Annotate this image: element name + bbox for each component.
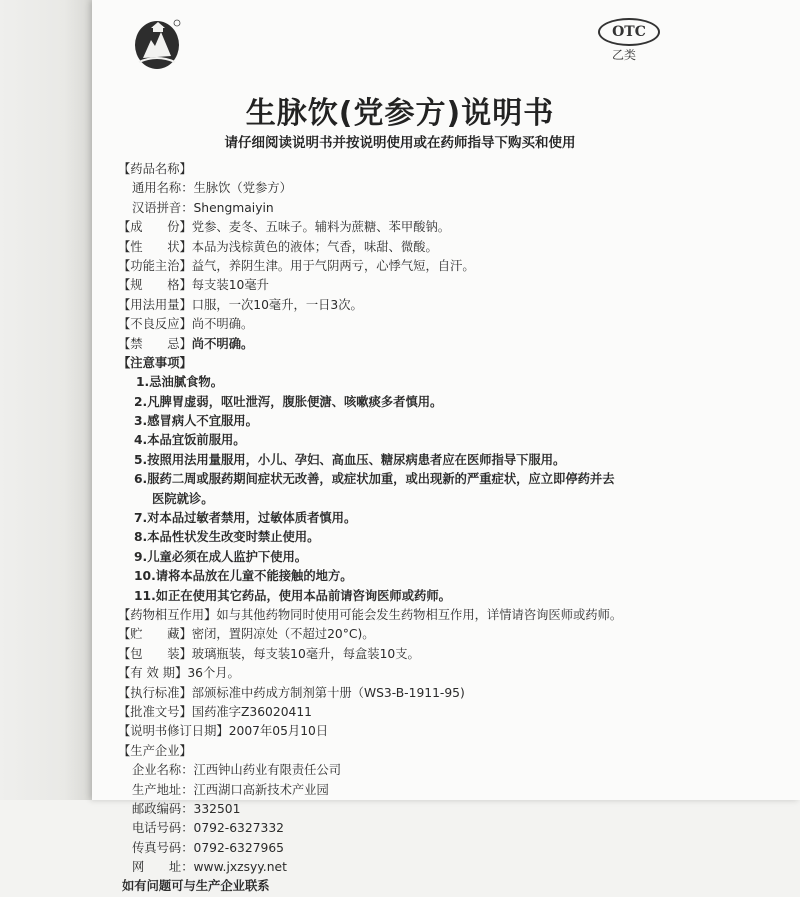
precaution-item: 11.如正在使用其它药品，使用本品前请咨询医师或药师。 [134, 588, 451, 603]
approval-label: 【批准文号】 [118, 704, 192, 719]
fax-row [118, 839, 718, 858]
appearance-row [118, 238, 718, 257]
revision-label: 【说明书修订日期】 [118, 724, 229, 739]
postcode-value: 332501 [193, 801, 241, 816]
indications-row [118, 257, 718, 276]
website-label: 网 址： [132, 860, 194, 875]
company-name-row [118, 761, 718, 780]
ingredients-label: 【成 份】 [118, 220, 192, 235]
interaction-row [118, 606, 718, 625]
approval-row [118, 703, 718, 722]
precautions-section: 【注意事项】 [118, 355, 192, 370]
adverse-label: 【不良反应】 [118, 317, 192, 332]
spec-label: 【规 格】 [118, 278, 192, 293]
interaction-value: 如与其他药物同时使用可能会发生药物相互作用，详情请咨询医师或药师。 [216, 607, 623, 622]
appearance-label: 【性 状】 [118, 239, 192, 254]
ingredients-value: 党参、麦冬、五味子。辅料为蔗糖、苯甲酸钠。 [191, 220, 451, 235]
company-name-label: 企业名称： [132, 763, 194, 778]
phone-label: 电话号码： [132, 821, 194, 836]
spec-value: 每支装10毫升 [191, 278, 269, 293]
interaction-label: 【药物相互作用】 [118, 607, 217, 622]
usage-row [118, 296, 718, 315]
address-label: 生产地址： [132, 782, 194, 797]
pinyin-row [118, 199, 718, 218]
precaution-item: 7.对本品过敏者禁用，过敏体质者慎用。 [134, 511, 357, 526]
phone-value: 0792-6327332 [193, 821, 284, 836]
spec-row [118, 276, 718, 295]
revision-row [118, 722, 718, 741]
precaution-item: 4.本品宜饭前服用。 [134, 433, 246, 448]
postcode-row [118, 800, 718, 819]
fax-value: 0792-6327965 [193, 840, 284, 855]
usage-value: 口服，一次10毫升，一日3次。 [191, 297, 363, 312]
revision-value: 2007年05月10日 [228, 724, 329, 739]
generic-name-row [118, 179, 718, 198]
precaution-item: 6.服药二周或服药期间症状无改善，或症状加重，或出现新的严重症状，应立即停药并去 [134, 472, 615, 487]
adverse-row [118, 315, 718, 334]
page-title: 生脉饮(党参方)说明书 [245, 96, 555, 131]
indications-label: 【功能主治】 [118, 258, 192, 273]
package-label: 【包 装】 [118, 646, 192, 661]
ingredients-row [118, 218, 718, 237]
package-value: 玻璃瓶装，每支装10毫升，每盒装10支。 [191, 646, 420, 661]
pinyin-label: 汉语拼音： [132, 200, 194, 215]
mountain-pavilion-logo-icon [133, 18, 181, 70]
standard-value: 部颁标准中药成方制剂第十册（WS3-B-1911-95) [191, 685, 465, 700]
generic-name-value: 生脉饮（党参方） [193, 181, 292, 196]
precaution-item: 5.按照用法用量服用，小儿、孕妇、高血压、糖尿病患者应在医师指导下服用。 [134, 452, 566, 467]
address-value: 江西湖口高新技术产业园 [193, 782, 329, 797]
precaution-item: 9.儿童必须在成人监护下使用。 [134, 549, 308, 564]
pinyin-value: Shengmaiyin [193, 200, 274, 215]
fax-label: 传真号码： [132, 840, 194, 855]
drug-name-section: 【药品名称】 [118, 162, 192, 176]
package-row [118, 645, 718, 664]
generic-name-label: 通用名称： [132, 181, 194, 196]
indications-value: 益气，养阴生津。用于气阴两亏，心悸气短，自汗。 [191, 258, 475, 273]
adverse-value: 尚不明确。 [191, 317, 254, 332]
precaution-item: 3.感冒病人不宜服用。 [134, 414, 258, 429]
approval-value: 国药准字Z36020411 [191, 704, 312, 719]
validity-row [118, 664, 718, 683]
website-value: www.jxzsyy.net [193, 860, 287, 875]
precaution-item: 1.忌油腻食物。 [136, 375, 224, 390]
validity-value: 36个月。 [187, 666, 240, 681]
postcode-label: 邮政编码： [132, 801, 194, 816]
standard-label: 【执行标准】 [118, 685, 192, 700]
otc-badge: OTC [598, 18, 660, 46]
contraindication-value: 尚不明确。 [191, 336, 254, 351]
contraindication-label: 【禁 忌】 [118, 336, 192, 351]
precaution-item-continued: 医院就诊。 [152, 491, 214, 506]
page-subtitle: 请仔细阅读说明书并按说明使用或在药师指导下购买和使用 [224, 135, 576, 151]
leaflet-content [118, 160, 718, 897]
company-name-value: 江西钟山药业有限责任公司 [193, 763, 342, 778]
address-row [118, 781, 718, 800]
validity-label: 【有 效 期】 [118, 666, 188, 681]
contact-note: 如有问题可与生产企业联系 [122, 879, 270, 894]
precaution-item: 8.本品性状发生改变时禁止使用。 [134, 530, 320, 545]
storage-label: 【贮 藏】 [118, 627, 192, 642]
appearance-value: 本品为浅棕黄色的液体；气香，味甜、微酸。 [191, 239, 438, 254]
precaution-item: 2.凡脾胃虚弱，呕吐泄泻，腹胀便溏、咳嗽痰多者慎用。 [134, 394, 443, 409]
phone-row [118, 819, 718, 838]
standard-row [118, 684, 718, 703]
usage-label: 【用法用量】 [118, 297, 192, 312]
precaution-item: 10.请将本品放在儿童不能接触的地方。 [134, 569, 353, 584]
storage-value: 密闭，置阴凉处（不超过20°C)。 [191, 627, 375, 642]
storage-row [118, 625, 718, 644]
contraindication-row [118, 335, 718, 354]
website-row [118, 858, 718, 877]
manufacturer-section: 【生产企业】 [118, 743, 192, 758]
otc-class-label: 乙类 [612, 48, 637, 62]
